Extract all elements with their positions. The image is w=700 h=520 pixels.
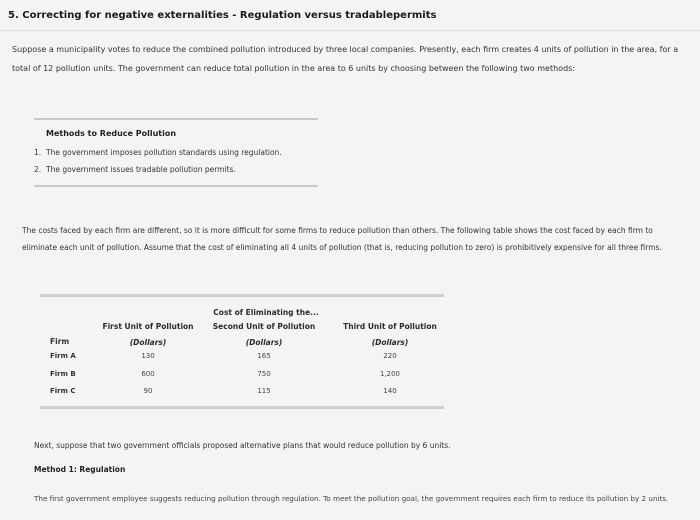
table-cell: 140	[383, 387, 397, 395]
column-header-first: First Unit of Pollution (Dollars)	[102, 322, 194, 347]
cost-table	[40, 294, 444, 410]
next-paragraph: Next, suppose that two government officials proposed alternative plans that would reduce pollution by 6 units.	[34, 441, 451, 450]
firm-name: Firm B	[50, 370, 76, 378]
column-header-second: Second Unit of Pollution (Dollars)	[212, 322, 316, 347]
methods-title: Methods to Reduce Pollution	[46, 129, 177, 138]
question-title: 5. Correcting for negative externalities - Regulation versus tradablepermits	[8, 10, 437, 21]
table-cell: 1,200	[379, 370, 401, 378]
method-item: 2. The government issues tradable pollution permits.	[34, 165, 236, 174]
costs-paragraph: The costs faced by each firm are different, so it is more difficult for some firms to reduce pollution than others. The following table shows the cost faced by each firm to eliminate each unit of pollution. Assume that the cost of eliminating all 4 units of pollution (that is, reducing pollution to zero) is prohibitively expensive for all three firms.	[22, 226, 662, 252]
table-bottom-rule	[40, 406, 444, 409]
method1-title: Method 1: Regulation	[34, 465, 126, 474]
table-cell: 600	[141, 370, 155, 378]
divider	[0, 30, 700, 31]
methods-bottom-rule	[34, 185, 318, 187]
methods-box	[34, 118, 318, 187]
firm-name: Firm A	[50, 352, 76, 360]
table-cell: 750	[257, 370, 271, 378]
column-header-third: Third Unit of Pollution (Dollars)	[343, 322, 437, 347]
regulation-paragraph: The first government employee suggests reducing pollution through regulation. To meet the pollution goal, the government requires each firm to reduce its pollution by 2 units.	[34, 494, 669, 503]
method-item: 1. The government imposes pollution standards using regulation.	[34, 148, 282, 157]
table-group-header: Cost of Eliminating the...	[213, 308, 319, 317]
table-cell: 115	[257, 387, 271, 395]
intro-paragraph: Suppose a municipality votes to reduce the combined pollution introduced by three local companies. Presently, each firm creates 4 units of pollution in the area, for a total of 12 pollution units. The government can reduce total pollution in the area to 6 units by choosing between the following two methods:	[12, 45, 679, 73]
table-cell: 165	[257, 352, 271, 360]
table-cell: 220	[383, 352, 397, 360]
methods-list	[34, 144, 318, 178]
methods-top-rule	[34, 118, 318, 120]
column-header-firm: Firm	[50, 337, 70, 346]
table-cell: 130	[141, 352, 155, 360]
table-top-rule	[40, 294, 444, 297]
table-cell: 90	[143, 387, 153, 395]
firm-name: Firm C	[50, 387, 76, 395]
